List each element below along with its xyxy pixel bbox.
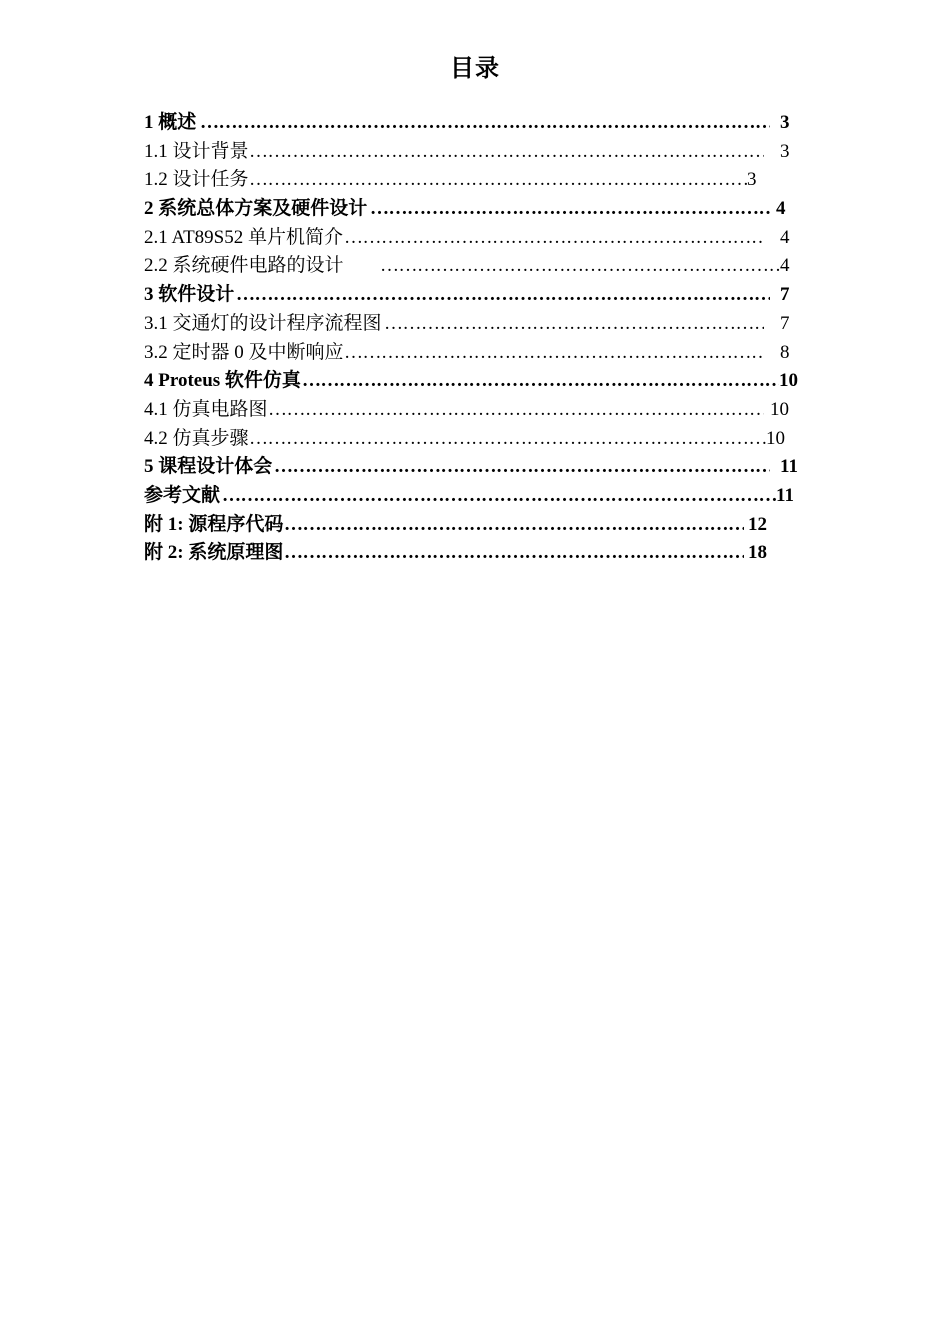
- toc-entry-page: 4: [776, 198, 786, 220]
- dot-leader: [222, 482, 776, 511]
- dot-leader: [249, 138, 764, 167]
- toc-entry-references[interactable]: [144, 482, 824, 511]
- toc-entry-title: 交通灯的设计程序流程图: [172, 312, 382, 334]
- toc-entry-2-2[interactable]: [144, 252, 824, 281]
- toc-entry-page: 7: [780, 312, 790, 334]
- toc-entry-title: Proteus 软件仿真: [158, 370, 301, 392]
- toc-entry-number: 5: [144, 456, 154, 478]
- toc-entry-page: 10: [766, 427, 785, 449]
- toc-entry-page: 11: [780, 456, 798, 478]
- dot-leader: [344, 339, 762, 368]
- toc-entry-title: 概述: [158, 112, 197, 133]
- toc-entry-number: 4.2: [144, 427, 168, 449]
- toc-entry-appendix-2[interactable]: [144, 539, 824, 568]
- toc-entry-title: AT89S52 单片机简介: [171, 226, 343, 248]
- toc-entry-2-1[interactable]: [144, 224, 824, 253]
- toc-entry-4[interactable]: [144, 367, 824, 396]
- toc-entry-title: 设计背景: [172, 140, 249, 162]
- toc-entry-title: 软件设计: [158, 284, 235, 306]
- toc-entry-number: 2.1: [144, 226, 168, 248]
- toc-entry-title: 仿真电路图: [172, 398, 268, 420]
- toc-entry-page: 10: [779, 370, 798, 392]
- toc-entry-title: 参考文献: [144, 484, 221, 506]
- dot-leader: [344, 224, 764, 253]
- toc-entry-number: 3.1: [144, 312, 168, 334]
- toc-entry-title: 定时器 0 及中断响应: [172, 341, 344, 363]
- toc-entry-number: 3.2: [144, 341, 168, 363]
- toc-entry-title: 源程序代码: [188, 513, 284, 535]
- toc-entry-number: 附 2:: [144, 542, 184, 564]
- toc-entry-number: 4.1: [144, 398, 168, 420]
- dot-leader: [370, 195, 770, 224]
- toc-entry-page: 4: [780, 226, 790, 248]
- dot-leader: [302, 367, 779, 396]
- toc-entry-4-2[interactable]: [144, 425, 824, 454]
- toc-entry-title: 系统原理图: [188, 542, 284, 564]
- toc-entry-number: 附 1:: [144, 513, 184, 535]
- dot-leader: [268, 396, 764, 425]
- dot-leader: [249, 425, 766, 454]
- toc-entry-page: 11: [776, 484, 794, 506]
- toc-entry-number: 4: [144, 370, 154, 392]
- toc-entry-number: 1: [144, 112, 154, 133]
- toc-entry-3[interactable]: [144, 281, 824, 310]
- toc-entry-page: 3: [780, 112, 790, 133]
- toc-entry-page: 3: [747, 169, 757, 191]
- toc-entry-appendix-1[interactable]: [144, 511, 824, 540]
- toc-entry-number: 3: [144, 284, 154, 306]
- toc-entry-2[interactable]: [144, 195, 824, 224]
- toc-entry-title: 系统总体方案及硬件设计: [158, 198, 368, 220]
- toc-entry-1-1[interactable]: [144, 138, 824, 167]
- page-title: 目录: [450, 56, 500, 82]
- toc-entry-number: 1.2: [144, 169, 168, 191]
- toc-entry-title: 课程设计体会: [158, 456, 273, 478]
- toc-entry-page: 10: [770, 398, 789, 420]
- toc-entry-title: 系统硬件电路的设计: [172, 255, 344, 277]
- toc-entry-3-1[interactable]: [144, 310, 824, 339]
- dot-leader: [384, 310, 764, 339]
- toc-entry-page: 7: [780, 284, 790, 306]
- toc-entry-1[interactable]: [144, 109, 824, 138]
- toc-entry-page: 12: [748, 513, 767, 535]
- dot-leader: [236, 281, 770, 310]
- toc-entry-number: 2.2: [144, 255, 168, 277]
- toc-entry-4-1[interactable]: [144, 396, 824, 425]
- toc-entry-5[interactable]: [144, 453, 824, 482]
- dot-leader: [284, 511, 744, 540]
- table-of-contents: [144, 109, 824, 568]
- toc-entry-title: 设计任务: [172, 169, 249, 191]
- dot-leader: [284, 539, 744, 568]
- toc-entry-page: 4: [780, 255, 790, 277]
- toc-entry-page: 8: [780, 341, 790, 363]
- toc-entry-number: 2: [144, 198, 154, 220]
- dot-leader: [249, 166, 747, 195]
- dot-leader: [200, 109, 770, 138]
- toc-entry-page: 3: [780, 140, 790, 162]
- dot-leader: [380, 252, 780, 281]
- toc-entry-1-2[interactable]: [144, 166, 824, 195]
- toc-entry-page: 18: [748, 542, 767, 564]
- toc-entry-title: 仿真步骤: [172, 427, 249, 449]
- toc-entry-number: 1.1: [144, 140, 168, 162]
- dot-leader: [274, 453, 770, 482]
- toc-entry-3-2[interactable]: [144, 339, 824, 368]
